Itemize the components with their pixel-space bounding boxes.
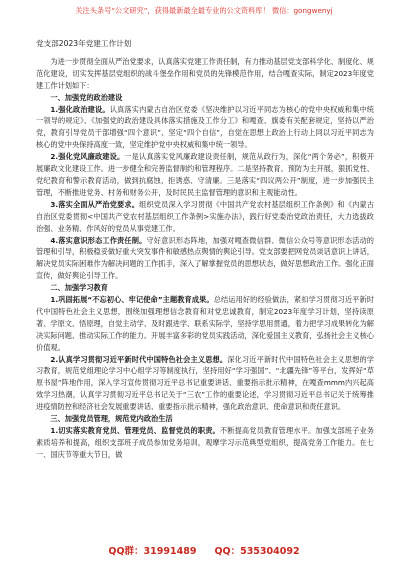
qq-number: QQ：535304092: [214, 546, 300, 557]
section-item: [36, 235, 374, 283]
item-heading: 1.巩固拓展“不忘初心、牢记使命”主题教育成果。: [50, 295, 214, 305]
item-text: 总结运用好的经验做法，紧扣学习贯彻习近平新时代中国特色社会主义思想，围绕加强理想信念教育和对党忠诚教育，制定2023年度学习计划，坚持读原著、学原文、悟原理，自觉主动学、及时跟进学、联系实际学，坚持学思用贯通，着力把学习成果转化为解决实际问题、推动实际工作的能力。开展丰富多彩的党员实践活动，深化爱国主义教育，弘扬社会主义核心价值观。: [36, 295, 374, 352]
section-item: [36, 199, 374, 235]
section-item: [36, 425, 374, 461]
document-body: [36, 38, 374, 461]
section-heading: 一、加强党的政治建设: [50, 92, 123, 102]
item-text: 一是认真落实党风廉政建设责任制，规范从政行为，深化“两个务必”，积极开展廉政文化建设工作。进一步健全和完善监督制约和管理程序。二是坚持教育、预防为主开展，狠抓党性、党纪教育和警示教育活动，做到抗腐蚀、拒诱惑、守清廉。三是落实“四议两公开”制度，进一步加强民主管理，不断推进党务、村务和财务公开，及时民民主监督管理的意识和主观能动性。: [36, 152, 375, 197]
item-text: 深化习近平新时代中国特色社会主义思想的学习教育，规范党组理论学习中心组学习等制度执行，坚持用好“学习强国”、“北疆先锋”等平台，发挥好“草原书屋”阵地作用，深入学习宣传贯彻习近平总书记重要讲话、重要指示批示精神，在嘎查mmm内兴起高效学习热潮，认真学习贯彻习近平总书记关于“三农”工作的重要论述，学习贯彻习近平总书记关于统筹推进疫情防控和经济社会发展重要讲话、重要指示批示精神，强化政治意识、使命意识和责任意识。: [36, 354, 374, 412]
section-item: [36, 354, 374, 414]
top-banner: 关注头条号“公文研究”，获得最新最全最专业的公文资料库！ 微信：gongwenyj: [75, 6, 333, 15]
item-heading: 1.强化政治建设。: [50, 104, 110, 114]
item-heading: 4.落实意识形态工作责任制。: [50, 235, 147, 245]
item-heading: 2.认真学习贯彻习近平新时代中国特色社会主义思想。: [50, 354, 228, 364]
item-text: 认真落实内蒙古自治区党委《坚决维护以习近平同志为核心的党中央权威和集中统一领导的规定》、《加强党的政治建设具体落实措施及工作分工》和嘎查、旗委有关配套规定，坚持以严治党，教育引导党员干部增强“四个意识”、坚定“四个自信”，自觉在思想上政治上行动上同以习近平同志为核心的党中央保持高度一致，坚定维护党中央权威和集中统一领导。: [36, 104, 374, 150]
section-heading: 二、加强学习教育: [50, 283, 108, 293]
section-heading: 三、加强党员管理，规范党内政治生活: [50, 414, 173, 424]
section-item: [36, 104, 374, 152]
section-item: [36, 151, 374, 199]
item-heading: 2.强化党风廉政建设。: [50, 152, 125, 162]
item-heading: 3.落实全面从严治党要求。: [50, 199, 140, 209]
item-text: 守好意识形态阵地，加强对嘎查微信群、微信公众号等意识形态活动的管理和引导，积极稳妥做好重大突发事件和敏感热点舆情的舆论引导。党支部要把网党员谈话意识上讲话，解决党员实际困难作为解决问题的工作抓手，深入了解掌握党员的思想状态，做好思想政治工作。强化正面宣传，做好舆论引导工作。: [36, 235, 374, 281]
qq-group-number: QQ群：31991489: [108, 546, 197, 557]
section-item: [36, 294, 374, 354]
footer-contact: [0, 546, 408, 558]
document-title: 党支部2023年党建工作计划: [36, 39, 132, 48]
item-text: 组织党员深入学习贯彻《中国共产党农村基层组织工作条例》和《内蒙古自治区党委贯彻<中国共产党农村基层组织工作条例>实施办法》，践行好党委治党政治责任，大力选拔政治强、业务精、作风好的党员从事党建工作。: [36, 199, 374, 233]
intro-paragraph: 为进一步贯彻全面从严治党要求，认真落实党建工作责任制，有力推动基层党支部科学化、制度化、规范化建设，切实发挥基层党组织的战斗堡垒作用和党员的先锋模范作用，结合嘎查实际，制定2023年度党建工作计划如下：: [36, 56, 374, 90]
item-text: 不断提高党员教育管理水平。加强支部班子业务素质培养和提高，组织支部班子成员参加党务培训，观摩学习示范典型党组织，提高党务工作能力。在七一、国庆节等重大节日，做: [36, 426, 374, 459]
item-heading: 1.切实落实教育党员、管理党员、监督党员的职责。: [50, 426, 220, 435]
